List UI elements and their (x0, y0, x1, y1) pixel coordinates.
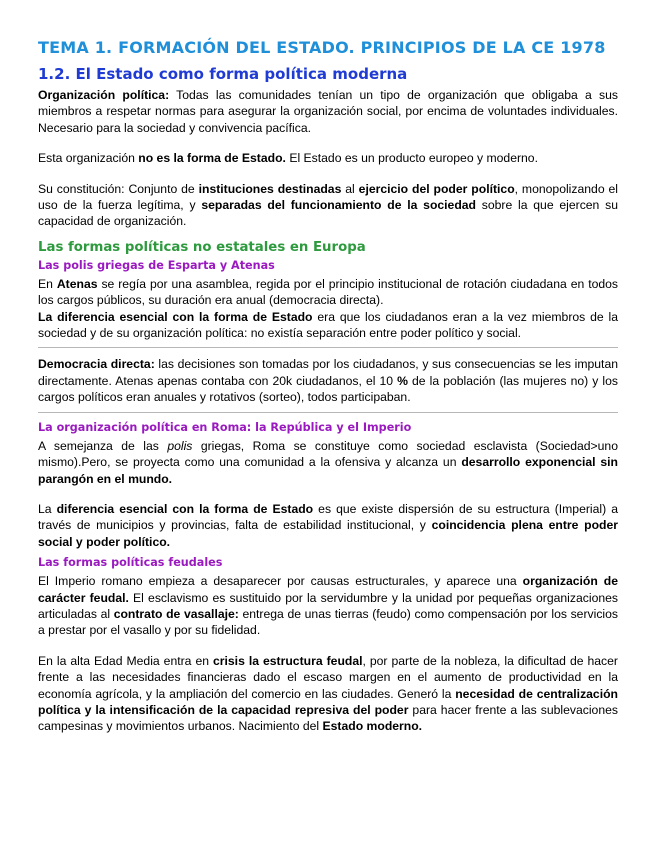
paragraph-text: A semejanza de las (38, 438, 168, 453)
paragraph-text: para hacer frente a las sublevaciones campesinas y movimientos urbanos. Nacimiento del (38, 702, 618, 734)
paragraph-diferencia-polis (38, 309, 618, 342)
paragraph-feudal (38, 573, 618, 639)
bold-term: contrato de vasallaje: (113, 606, 239, 621)
bold-term: instituciones destinadas (198, 181, 342, 196)
paragraph-text: En (38, 276, 57, 291)
paragraph-text: entrega de unas tierras (feudo) como compensación por los servicios a prestar por el vasallo y por su fidelidad. (38, 606, 618, 638)
bold-term: crisis la estructura feudal (213, 653, 363, 668)
paragraph-democracia-directa (38, 356, 618, 405)
paragraph-text: de la población (las mujeres no) y los cargos políticos eran anuales y rotativos (sorteo), todos participaban. (38, 373, 618, 405)
paragraph-text: era que los ciudadanos eran a la vez miembros de la sociedad y de su organización política: no existía separación entre poder político y social. (38, 309, 619, 341)
bold-term: organización de carácter feudal. (38, 574, 618, 605)
bold-term: Atenas (56, 276, 98, 291)
bold-term: Democracia directa: (38, 357, 155, 372)
paragraph-text: El Estado es un producto europeo y moderno. (285, 151, 538, 166)
divider (38, 412, 618, 413)
document-title: TEMA 1. FORMACIÓN DEL ESTADO. PRINCIPIOS DE LA CE 1978 (38, 38, 606, 57)
bold-term: diferencia esencial con la forma de Estado (56, 501, 314, 516)
paragraph-text: , monopolizando el uso de la fuerza legítima, y (38, 181, 618, 213)
bold-term: % (397, 373, 408, 388)
paragraph-roma-esclavista (38, 438, 618, 487)
paragraph-text: El esclavismo es sustituido por la servidumbre y la unidad por pequeñas organizaciones articuladas al (38, 590, 618, 621)
paragraph-organizacion-politica (38, 87, 618, 136)
paragraph-constitucion (38, 181, 618, 230)
bold-term: Estado moderno. (322, 719, 423, 734)
subsection-heading-roma: La organización política en Roma: la República y el Imperio (38, 420, 412, 434)
paragraph-text: La (38, 501, 57, 516)
subsection-heading-feudales: Las formas políticas feudales (38, 556, 223, 570)
paragraph-text: se regía por una asamblea, regida por el principio institucional de rotación ciudadana en todos los cargos públicos, su duración era anual (democracia directa). (38, 276, 619, 308)
subsection-heading-polis: Las polis griegas de Esparta y Atenas (38, 258, 275, 272)
paragraph-text: El Imperio romano empieza a desaparecer por causas estructurales, y aparece una (38, 574, 523, 589)
bold-term: coincidencia plena entre poder social y poder político. (38, 518, 618, 549)
paragraph-text: griegas, Roma se constituye como sociedad esclavista (Sociedad>uno mismo).Pero, se proyecta como una comunidad a la ofensiva y alcanza un (38, 438, 618, 470)
paragraph-text: sobre la que ejercen su capacidad de organización. (38, 198, 618, 229)
section-subtitle: 1.2. El Estado como forma política moderna (38, 65, 408, 83)
bold-term: separadas del funcionamiento de la sociedad (201, 198, 476, 213)
bold-term: La diferencia esencial con la forma de Estado (38, 309, 313, 324)
paragraph-diferencia-roma (38, 501, 618, 550)
bold-term: no es la forma de Estado. (138, 151, 286, 166)
paragraph-no-es-estado (38, 150, 618, 166)
bold-term: ejercicio del poder político (358, 181, 515, 196)
paragraph-text: Todas las comunidades tenían un tipo de organización que obligaba a sus miembros a respetar normas para asegurar la organización social, por encima de voluntades individuales. Necesario para la sociedad y convivencia pacífica. (38, 88, 618, 135)
italic-term: polis (167, 438, 193, 453)
paragraph-crisis-feudal (38, 653, 618, 735)
bold-term: Organización política: (38, 88, 170, 102)
document-page (38, 38, 618, 735)
paragraph-atenas (38, 276, 618, 309)
paragraph-text: En la alta Edad Media entra en (38, 653, 213, 668)
divider (38, 347, 618, 348)
paragraph-text: es que existe dispersión de su estructura (Imperial) a través de municipios y provincias, falta de estabilidad institucional, y (38, 501, 618, 533)
paragraph-text: Su constitución: Conjunto de (38, 181, 199, 196)
paragraph-text: las decisiones son tomadas por los ciudadanos, y sus consecuencias se les imputan directamente. Atenas apenas contaba con 20k ciudadanos, el 10 (38, 357, 618, 388)
bold-term: necesidad de centralización política y la intensificación de la capacidad represiva del poder (38, 686, 618, 717)
paragraph-text: , por parte de la nobleza, la dificultad de hacer frente a las necesidades financieras dado el escaso margen en el aumento de productividad en la economía agrícola, y la ampliación del comercio en las ciudades. Generó la (38, 653, 618, 701)
bold-term: desarrollo exponencial sin parangón en el mundo. (38, 455, 618, 486)
paragraph-text: al (341, 181, 359, 196)
paragraph-text: Esta organización (38, 151, 139, 166)
section-heading-no-estatales: Las formas políticas no estatales en Europa (38, 239, 366, 255)
